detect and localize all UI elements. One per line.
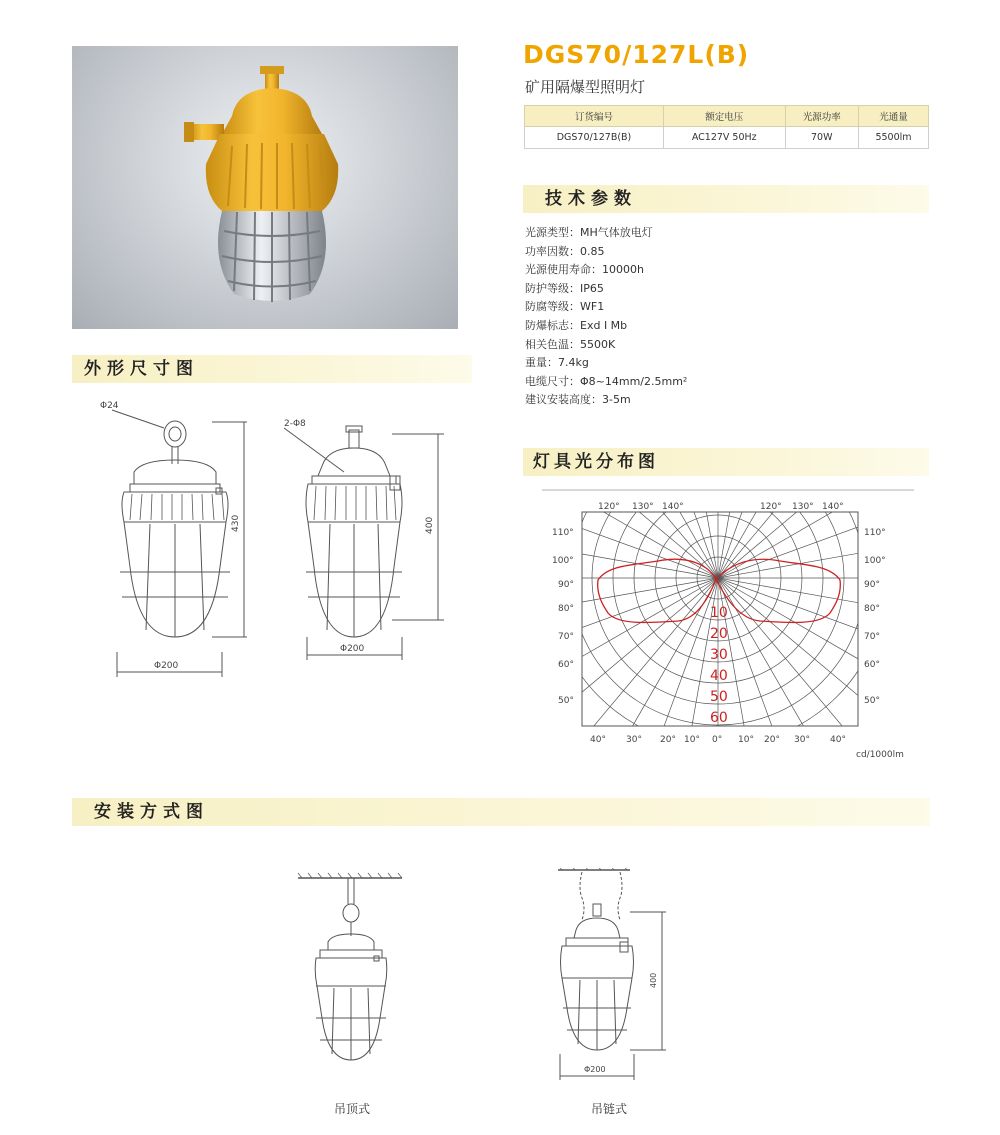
spec-header-cell: 额定电压 bbox=[663, 106, 785, 127]
spec-cell: 70W bbox=[785, 127, 858, 149]
installation-drawings bbox=[290, 868, 690, 1098]
param-row: 电缆尺寸：Φ8~14mm/2.5mm² bbox=[525, 374, 688, 388]
install-caption-ceiling: 吊顶式 bbox=[334, 1102, 371, 1116]
dim-right-height: 400 bbox=[425, 516, 435, 534]
polar-grid-spoke bbox=[718, 485, 930, 578]
param-row: 防爆标志：Exd I Mb bbox=[525, 318, 628, 332]
polar-grid-spoke bbox=[718, 578, 917, 745]
radial-value: 40 bbox=[710, 668, 728, 684]
install-width: Φ200 bbox=[584, 1065, 606, 1074]
section-install-header: 安装方式图 bbox=[72, 798, 930, 826]
product-name: 矿用隔爆型照明灯 bbox=[525, 78, 646, 96]
angle-label: 90° bbox=[558, 580, 574, 590]
radial-value: 30 bbox=[710, 647, 728, 663]
angle-label: 140° bbox=[662, 502, 684, 512]
angle-label: 20° bbox=[660, 735, 676, 745]
spec-table-header bbox=[525, 106, 929, 127]
dim-right-width: Φ200 bbox=[340, 644, 365, 654]
spec-cell: DGS70/127B(B) bbox=[525, 127, 664, 149]
angle-label: 120° bbox=[760, 502, 782, 512]
angle-label: 10° bbox=[684, 735, 700, 745]
angle-label: 60° bbox=[558, 660, 574, 670]
tech-params-list bbox=[525, 224, 687, 410]
param-row: 光源使用寿命：10000h bbox=[525, 263, 644, 277]
angle-label: 40° bbox=[830, 735, 846, 745]
dim-left-top-label: Φ24 bbox=[100, 401, 119, 411]
angle-label: 50° bbox=[864, 696, 880, 706]
spec-cell: AC127V 50Hz bbox=[663, 127, 785, 149]
polar-grid-spoke bbox=[718, 578, 930, 708]
section-distribution-header: 灯具光分布图 bbox=[523, 448, 929, 476]
angle-label: 30° bbox=[626, 735, 642, 745]
explosion-proof-lamp-illustration bbox=[72, 46, 458, 329]
angle-label: 120° bbox=[598, 502, 620, 512]
polar-grid-spoke bbox=[718, 485, 917, 578]
dimension-drawings bbox=[72, 392, 472, 692]
spec-cell: 5500lm bbox=[858, 127, 928, 149]
angle-label: 0° bbox=[712, 735, 723, 745]
angle-label: 60° bbox=[864, 660, 880, 670]
angle-label: 80° bbox=[864, 604, 880, 614]
param-row: 防腐等级：WF1 bbox=[525, 300, 605, 314]
angle-label: 90° bbox=[864, 580, 880, 590]
product-model: DGS70/127L(B) bbox=[523, 40, 750, 69]
angle-label: 100° bbox=[552, 556, 574, 566]
polar-unit: cd/1000lm bbox=[856, 750, 904, 760]
section-dimensions-header: 外形尺寸图 bbox=[72, 355, 472, 383]
light-distribution-polar-chart bbox=[538, 485, 930, 765]
angle-label: 70° bbox=[558, 632, 574, 642]
angle-label: 100° bbox=[864, 556, 886, 566]
angle-label: 140° bbox=[822, 502, 844, 512]
dim-left-height: 430 bbox=[231, 514, 241, 532]
polar-grid-spoke bbox=[629, 485, 718, 578]
spec-table bbox=[524, 105, 929, 149]
radial-value: 20 bbox=[710, 626, 728, 642]
polar-grid-spoke bbox=[538, 578, 718, 708]
angle-label: 10° bbox=[738, 735, 754, 745]
product-photo bbox=[72, 46, 458, 329]
angle-label: 20° bbox=[764, 735, 780, 745]
spec-header-cell: 光源功率 bbox=[785, 106, 858, 127]
angle-label: 110° bbox=[864, 528, 886, 538]
angle-label: 40° bbox=[590, 735, 606, 745]
param-row: 光源类型：MH气体放电灯 bbox=[525, 226, 653, 239]
param-row: 防护等级：IP65 bbox=[525, 281, 604, 295]
angle-label: 80° bbox=[558, 604, 574, 614]
section-tech-header: 技术参数 bbox=[523, 185, 929, 213]
table-row bbox=[525, 127, 929, 149]
param-row: 功率因数：0.85 bbox=[525, 244, 605, 258]
dim-left-width: Φ200 bbox=[154, 661, 179, 671]
radial-value: 50 bbox=[710, 689, 728, 705]
angle-label: 130° bbox=[632, 502, 654, 512]
polar-grid-spoke bbox=[718, 485, 807, 578]
angle-label: 50° bbox=[558, 696, 574, 706]
angle-label: 70° bbox=[864, 632, 880, 642]
param-row: 相关色温：5500K bbox=[525, 337, 616, 351]
angle-label: 110° bbox=[552, 528, 574, 538]
param-row: 建议安装高度：3-5m bbox=[525, 393, 631, 407]
spec-header-cell: 光通量 bbox=[858, 106, 928, 127]
dim-right-top-label: 2-Φ8 bbox=[284, 419, 306, 429]
radial-value: 10 bbox=[710, 605, 728, 621]
radial-value: 60 bbox=[710, 710, 728, 726]
angle-label: 130° bbox=[792, 502, 814, 512]
polar-grid-spoke bbox=[718, 578, 930, 667]
install-height: 400 bbox=[649, 972, 658, 988]
install-caption-chain: 吊链式 bbox=[591, 1102, 628, 1116]
param-row: 重量：7.4kg bbox=[525, 356, 589, 370]
spec-header-cell: 订货编号 bbox=[525, 106, 664, 127]
angle-label: 30° bbox=[794, 735, 810, 745]
